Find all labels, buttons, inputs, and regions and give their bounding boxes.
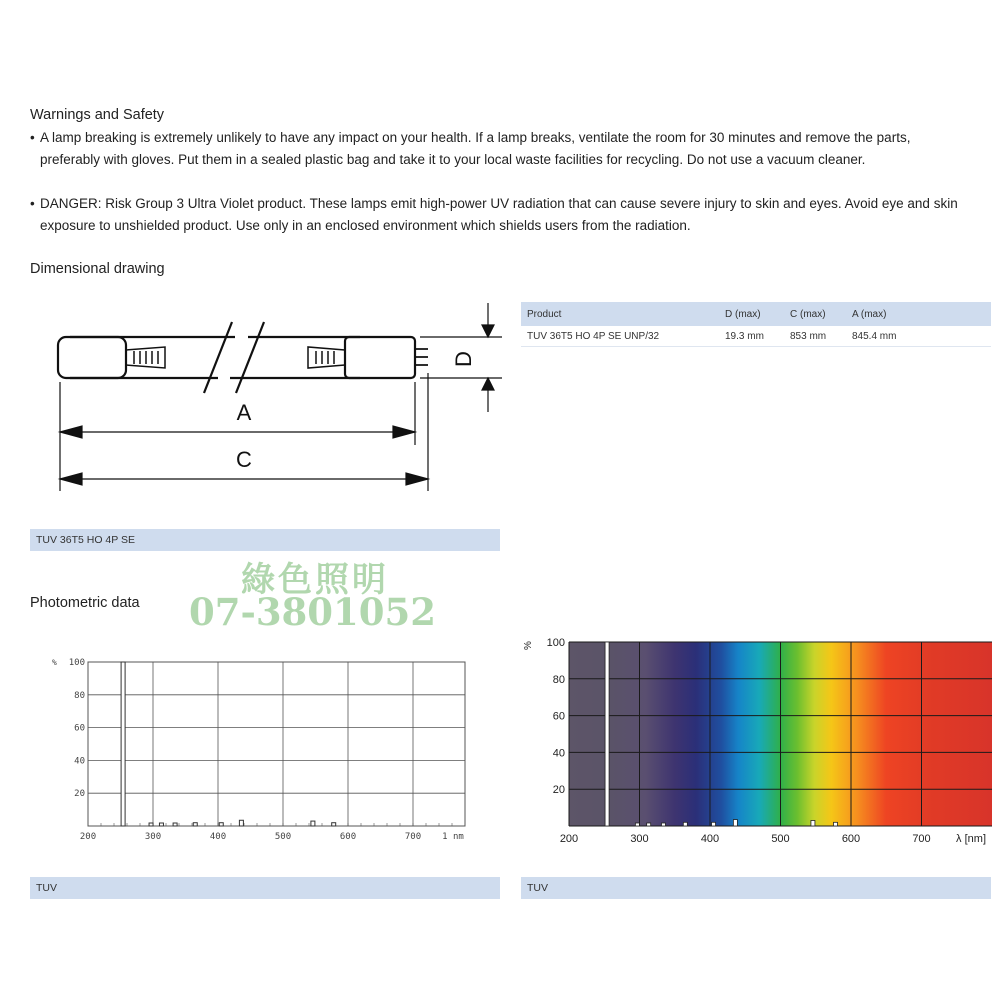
spectrum-chart-color bbox=[515, 632, 1000, 852]
spectral-line-bar bbox=[635, 823, 639, 826]
warnings-title: Warnings and Safety bbox=[30, 107, 165, 123]
spec-header-d: D (max) bbox=[719, 302, 784, 326]
bullet-marker: • bbox=[30, 130, 35, 145]
y-tick-label: 20 bbox=[552, 784, 565, 797]
watermark-phone: 07-3801052 bbox=[188, 590, 437, 634]
photometric-caption-right: TUV bbox=[521, 877, 991, 899]
spectral-line-bar bbox=[332, 823, 336, 826]
y-tick-label: 40 bbox=[552, 747, 565, 760]
x-tick-label: 400 bbox=[700, 833, 720, 845]
spectral-line-bar bbox=[239, 820, 243, 826]
x-tick-label: 500 bbox=[771, 833, 790, 845]
x-tick-label: 200 bbox=[559, 833, 579, 845]
x-tick-label: 300 bbox=[630, 833, 649, 845]
watermark-shop-name: 綠色照明 bbox=[241, 560, 389, 600]
spec-cell-product: TUV 36T5 HO 4P SE UNP/32 bbox=[521, 326, 719, 347]
spec-header-product: Product bbox=[521, 302, 719, 326]
x-tick-label: 400 bbox=[209, 832, 227, 842]
y-tick-label: 100 bbox=[546, 637, 565, 649]
warning-item-uv-danger bbox=[30, 193, 960, 237]
spectral-line-bar bbox=[605, 642, 609, 826]
photometric-caption-left: TUV bbox=[30, 877, 500, 899]
y-axis-label: % bbox=[523, 641, 534, 650]
plot-frame bbox=[88, 662, 465, 826]
spectral-line-bar bbox=[661, 823, 665, 826]
spectral-line-bar bbox=[833, 822, 837, 826]
lamp-cap-left bbox=[58, 337, 126, 378]
y-tick-label: 40 bbox=[74, 756, 85, 767]
x-tick-label: 600 bbox=[841, 833, 861, 845]
dim-label-c: C bbox=[236, 447, 252, 472]
spectral-line-bar bbox=[149, 823, 153, 826]
break-mark bbox=[204, 322, 264, 393]
spectral-line-bar bbox=[733, 820, 737, 826]
x-tick-label: 300 bbox=[144, 832, 162, 842]
spec-table-header-row bbox=[521, 302, 991, 326]
spectral-line-bar bbox=[647, 823, 651, 826]
spectral-line-bar bbox=[311, 821, 315, 826]
spec-cell-d: 19.3 mm bbox=[719, 326, 784, 347]
x-tick-label: 700 bbox=[404, 832, 422, 842]
y-tick-label: 60 bbox=[552, 710, 565, 723]
y-tick-label: 80 bbox=[552, 673, 565, 686]
y-tick-label: 20 bbox=[74, 789, 85, 800]
spectral-line-bar bbox=[712, 822, 716, 826]
dim-label-a: A bbox=[236, 400, 252, 425]
warning-item-breakage bbox=[30, 127, 960, 171]
x-unit-label: 1 nm bbox=[442, 832, 464, 842]
spectral-line-bar bbox=[683, 822, 687, 826]
spec-header-a: A (max) bbox=[846, 302, 991, 326]
x-axis-label: λ [nm] bbox=[956, 833, 986, 845]
spectral-line-bar bbox=[121, 662, 125, 826]
spectral-line-bar bbox=[219, 823, 223, 826]
spec-cell-a: 845.4 mm bbox=[846, 326, 991, 347]
y-tick-label: 60 bbox=[74, 723, 85, 734]
spec-header-c: C (max) bbox=[784, 302, 846, 326]
y-tick-label: 100 bbox=[68, 658, 85, 668]
warning-text-uv-danger: DANGER: Risk Group 3 Ultra Violet product. These lamps emit high-power UV radiation that can cause severe injury to skin and eyes. Avoid eye and skin exposure to unshielded product. Use only in an enclosed environment which shields users from the radiation. bbox=[40, 196, 958, 233]
x-tick-label: 500 bbox=[274, 832, 292, 842]
y-tick-label: 80 bbox=[74, 690, 85, 701]
dimensional-title: Dimensional drawing bbox=[30, 261, 165, 277]
filament-right bbox=[308, 347, 345, 368]
dim-label-d: D bbox=[451, 351, 476, 367]
x-tick-label: 700 bbox=[912, 833, 931, 845]
y-axis-label: % bbox=[52, 658, 57, 667]
x-tick-label: 600 bbox=[339, 832, 357, 842]
table-row bbox=[521, 326, 991, 347]
lamp-dimension-drawing bbox=[30, 295, 510, 500]
lamp-cap-right bbox=[345, 337, 415, 378]
bullet-marker: • bbox=[30, 196, 35, 211]
lamp-pins bbox=[415, 349, 428, 365]
spectral-line-bar bbox=[173, 823, 177, 826]
dimensional-caption: TUV 36T5 HO 4P SE bbox=[30, 529, 500, 551]
spectral-line-bar bbox=[159, 823, 163, 826]
spectral-line-bar bbox=[193, 823, 197, 826]
spectrum-chart-mono bbox=[40, 650, 480, 850]
photometric-title: Photometric data bbox=[30, 595, 140, 611]
spec-cell-c: 853 mm bbox=[784, 326, 846, 347]
spectral-line-bar bbox=[811, 820, 815, 826]
spec-table bbox=[521, 302, 991, 347]
warning-text-breakage: A lamp breaking is extremely unlikely to have any impact on your health. If a lamp breaks, ventilate the room for 30 minutes and remove the parts, preferably with gloves. Put them in a sealed plastic bag and take it to your local waste facilities for recycling. Do not use a vacuum cleaner. bbox=[40, 130, 911, 167]
x-tick-label: 200 bbox=[79, 832, 97, 842]
